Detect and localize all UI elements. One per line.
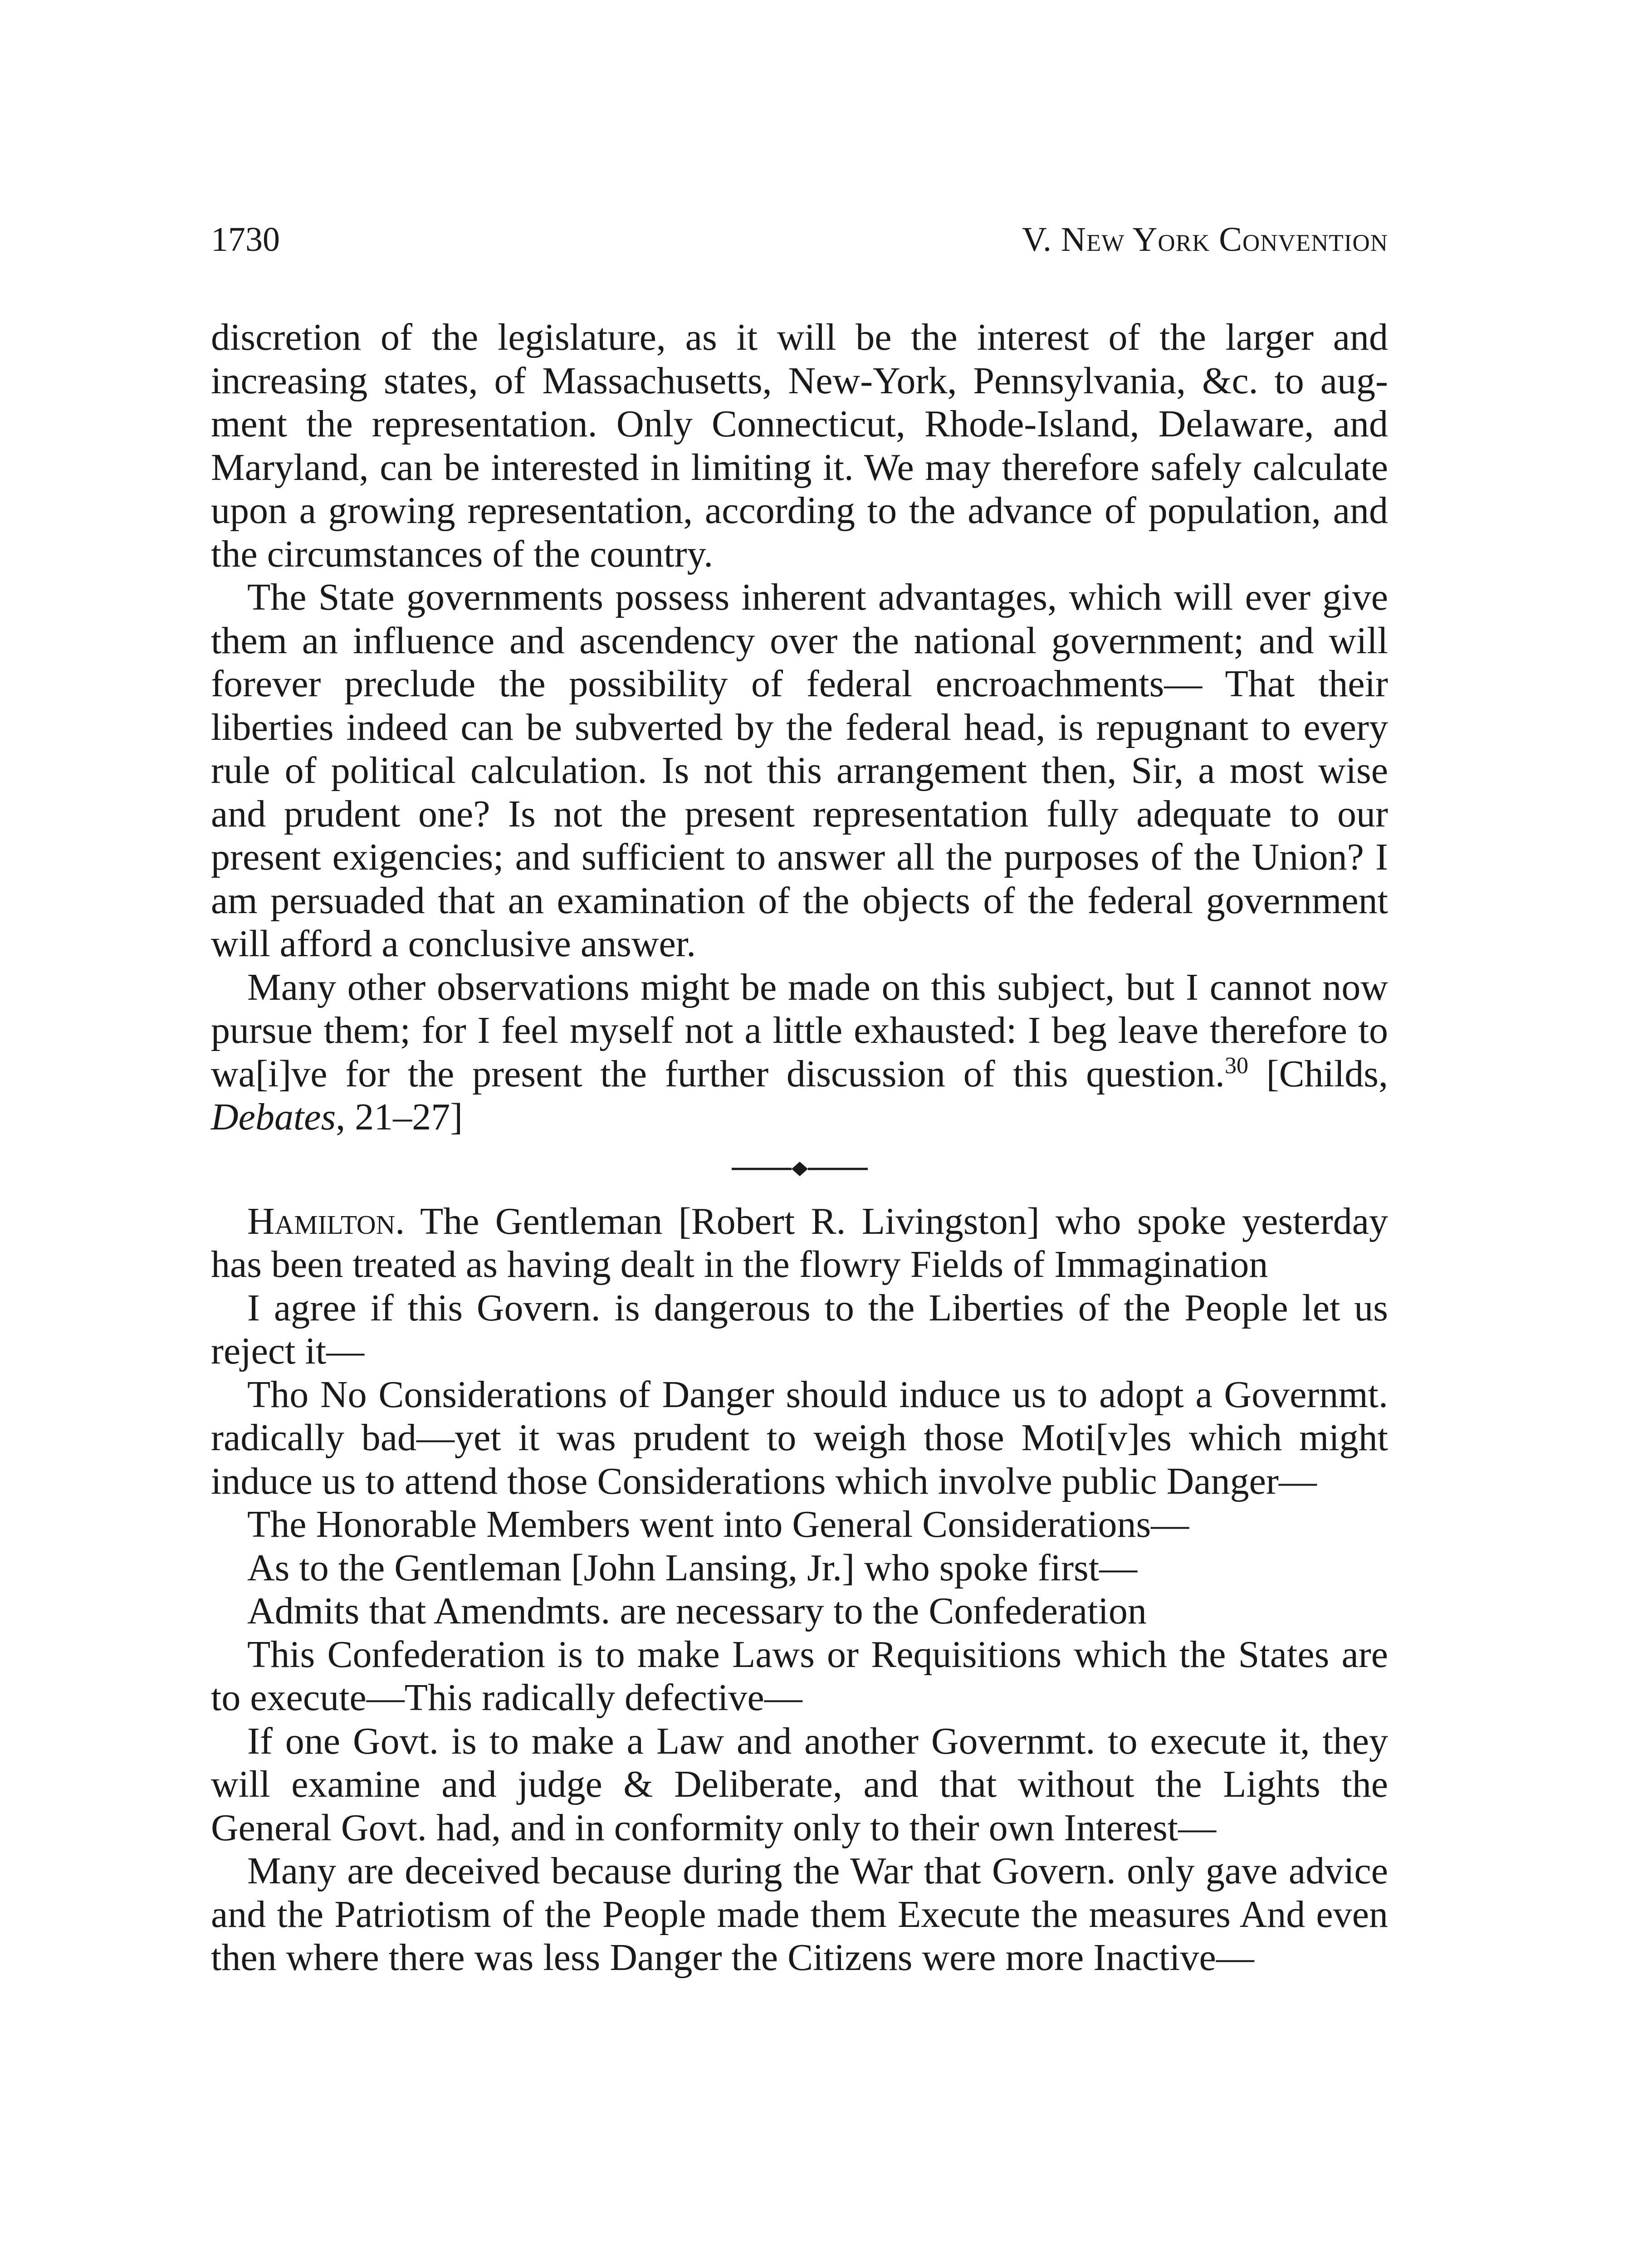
paragraph: The Honorable Members went into General Considerations—	[247, 1503, 1189, 1545]
paragraph-text: . The Gentleman [Robert R. Livingston] who spoke yesterday has been treated as having dealt in the flowry Fields of Immagination	[211, 1200, 1388, 1286]
section-title: V. New York Convention	[1022, 220, 1388, 259]
paragraph: This Confederation is to make Laws or Requisitions which the States are to execute—This radically defective—	[211, 1633, 1388, 1719]
speaker-name: Hamilton	[247, 1200, 396, 1242]
paragraph-text: Many other observations might be made on this subject, but I cannot now pursue them; for I feel myself not a little exhausted: I beg leave therefore to wa[i]ve for the present the further discussion of this question.	[211, 966, 1388, 1095]
paragraph: The State governments possess inherent advantages, which will ever give them an influence and ascendency over the national government; and will forever preclude the possibility of federal encroachments— That their liberties indeed can be subverted by the federal head, is repugnant to every rule of political calculation. Is not this arrangement then, Sir, a most wise and prudent one? Is not the present representation fully adequate to our present exigencies; and sufficient to answer all the purposes of the Union? I am persuaded that an examination of the objects of the federal government will afford a conclusive answer.	[211, 576, 1388, 965]
paragraph: Admits that Amendmts. are necessary to the Confederation	[247, 1590, 1147, 1632]
paragraph: Tho No Considerations of Danger should induce us to adopt a Governmt. radically bad—yet it was prudent to weigh those Moti[v]es which might induce us to attend those Considerations which involve public Danger—	[211, 1373, 1388, 1502]
page-number: 1730	[211, 220, 280, 259]
paragraph-closing	[211, 966, 1388, 1139]
footnote-reference: 30	[1224, 1052, 1248, 1079]
diamond-rule-ornament-icon	[727, 1160, 872, 1178]
paragraph: Many are deceived because during the War that Govern. only gave advice and the Patriotism of the People made them Execute the measures And even then where there was less Danger the Citizens were more Inactive—	[211, 1850, 1388, 1979]
paragraph: I agree if this Govern. is dangerous to the Liberties of the People let us reject it—	[211, 1286, 1388, 1372]
page	[211, 218, 1388, 1980]
paragraph: As to the Gentleman [John Lansing, Jr.] who spoke first—	[247, 1546, 1138, 1589]
paragraph-continued: discretion of the legislature, as it will be the interest of the larger and increasing states, of Massachusetts, New-York, Pennsylvania, &c. to augment the representation. Only Connecticut, Rhode-Island, Delaware, and Maryland, can be interested in limiting it. We may therefore safely calculate upon a growing representation, according to the advance of population, and the circumstances of the country.	[211, 316, 1388, 575]
speaker-paragraph	[211, 1200, 1388, 1286]
running-head	[211, 218, 1388, 261]
body-text	[211, 316, 1388, 1980]
citation-title: Debates	[211, 1096, 336, 1138]
citation-pages: , 21–27]	[336, 1096, 463, 1138]
paragraph: If one Govt. is to make a Law and another Governmt. to execute it, they will examine and judge & Deliberate, and that without the Lights the General Govt. had, and in conformity only to their own Interest—	[211, 1720, 1388, 1849]
citation-text: [Childs,	[1248, 1052, 1388, 1095]
section-divider	[211, 1142, 1388, 1196]
